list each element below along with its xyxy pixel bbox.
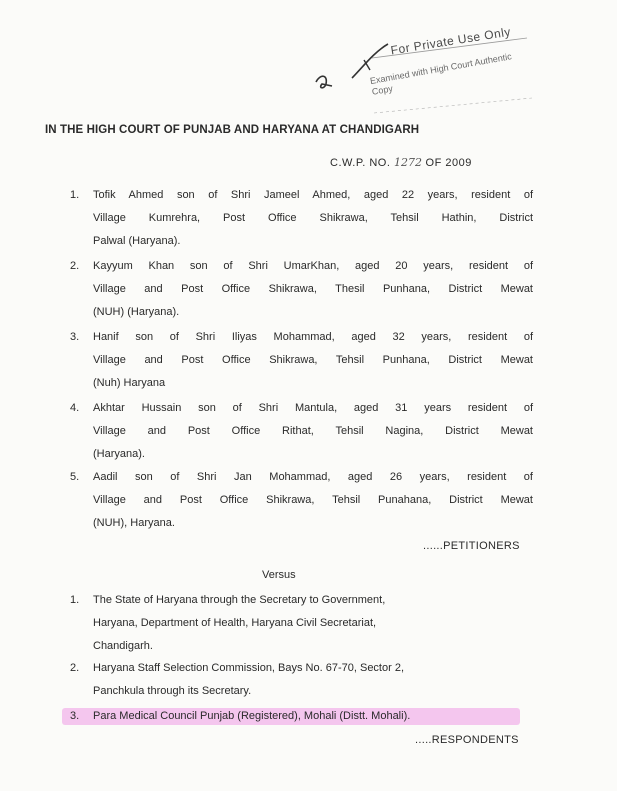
petitioner-line: Village and Post Office Shikrawa, Tehsil Punhana, District Mewat (93, 354, 533, 366)
petitioner-entry (93, 184, 533, 253)
petitioner-line: Tofik Ahmed son of Shri Jameel Ahmed, aged 22 years, resident of (93, 189, 533, 201)
petitioner-line: Village and Post Office Rithat, Tehsil Nagina, District Mewat (93, 425, 533, 437)
respondent-line: Chandigarh. (93, 640, 153, 652)
petitioner-line: Kayyum Khan son of Shri UmarKhan, aged 20 years, resident of (93, 260, 533, 272)
respondent-entry (93, 589, 473, 658)
case-number (330, 156, 472, 169)
respondent-line: Panchkula through its Secretary. (93, 685, 252, 697)
petitioner-number: 5. (70, 471, 80, 483)
respondent-number: 3. (70, 710, 80, 722)
stamp-line-1: For Private Use Only (389, 24, 512, 58)
petitioners-label: ......PETITIONERS (423, 540, 520, 552)
petitioner-line: Aadil son of Shri Jan Mohammad, aged 26 years, resident of (93, 471, 533, 483)
petitioner-line: (NUH), Haryana. (93, 517, 175, 529)
petitioner-number: 2. (70, 260, 80, 272)
petitioner-number: 1. (70, 189, 80, 201)
respondents-label: .....RESPONDENTS (415, 734, 519, 746)
case-number-prefix: C.W.P. NO. (330, 157, 391, 169)
versus-heading: Versus (262, 569, 296, 581)
petitioner-line: (NUH) (Haryana). (93, 306, 180, 318)
respondent-number: 2. (70, 662, 80, 674)
case-number-suffix: OF 2009 (425, 157, 472, 169)
petitioner-line: Palwal (Haryana). (93, 235, 181, 247)
petitioner-entry (93, 326, 533, 395)
petitioner-line: Hanif son of Shri Iliyas Mohammad, aged 32 years, resident of (93, 331, 533, 343)
petitioner-number: 3. (70, 331, 80, 343)
case-number-value: 1272 (393, 156, 422, 169)
respondent-line: Haryana, Department of Health, Haryana Civil Secretariat, (93, 617, 377, 629)
respondent-entry (93, 705, 513, 728)
petitioner-line: (Haryana). (93, 448, 145, 460)
respondent-line: Para Medical Council Punjab (Registered), Mohali (Distt. Mohali). (93, 710, 411, 722)
petitioner-line: Village and Post Office Shikrawa, Tehsil Punahana, District Mewat (93, 494, 533, 506)
petitioner-entry (93, 255, 533, 324)
respondent-line: The State of Haryana through the Secretary to Government, (93, 594, 386, 606)
respondent-line: Haryana Staff Selection Commission, Bays No. 67-70, Sector 2, (93, 662, 404, 674)
respondent-number: 1. (70, 594, 80, 606)
court-title: IN THE HIGH COURT OF PUNJAB AND HARYANA AT CHANDIGARH (45, 124, 420, 136)
petitioner-line: Village and Post Office Shikrawa, Thesil Punhana, District Mewat (93, 283, 533, 295)
petitioner-entry (93, 397, 533, 466)
petitioner-number: 4. (70, 402, 80, 414)
petitioner-line: Akhtar Hussain son of Shri Mantula, aged 31 years resident of (93, 402, 533, 414)
petitioner-entry (93, 466, 533, 535)
stamp-line-2: Examined with High Court Authentic Copy (369, 51, 513, 97)
certified-copy-stamp (362, 18, 537, 118)
respondent-entry (93, 657, 503, 703)
petitioner-line: (Nuh) Haryana (93, 377, 166, 389)
petitioner-line: Village Kumrehra, Post Office Shikrawa, Tehsil Hathin, District (93, 212, 533, 224)
